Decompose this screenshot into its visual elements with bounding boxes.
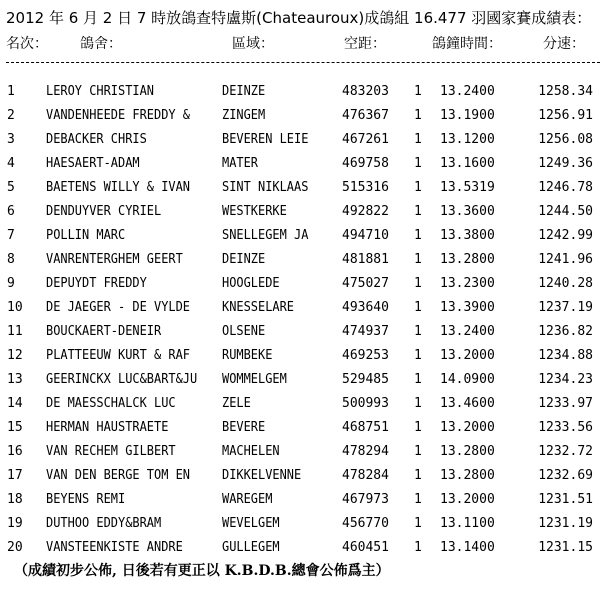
region-cell: SINT NIKLAAS — [222, 180, 309, 195]
distance-cell: 529485 — [342, 372, 389, 387]
count-cell: 1 — [414, 372, 422, 387]
page-title: 2012 年 6 月 2 日 7 時放鴿查特盧斯(Chateauroux)成鴿組 16.477 羽國家賽成績表： — [6, 9, 592, 27]
distance-cell: 515316 — [342, 180, 389, 195]
clock-time-cell: 13.2800 — [440, 468, 495, 483]
rank-cell: 5 — [7, 180, 15, 195]
speed-cell: 1240.28 — [538, 276, 593, 291]
distance-cell: 481881 — [342, 252, 389, 267]
footer-note: （成績初步公佈, 日後若有更正以 K.B.D.B.總會公佈爲主） — [14, 563, 390, 579]
name-cell: DEBACKER CHRIS — [46, 132, 147, 147]
table-row — [0, 368, 602, 392]
speed-cell: 1242.99 — [538, 228, 593, 243]
speed-cell: 1241.96 — [538, 252, 593, 267]
rank-cell: 16 — [7, 444, 23, 459]
table-row — [0, 176, 602, 200]
speed-cell: 1234.88 — [538, 348, 593, 363]
rank-cell: 11 — [7, 324, 23, 339]
clock-time-cell: 14.0900 — [440, 372, 495, 387]
speed-cell: 1231.15 — [538, 540, 593, 555]
distance-cell: 467261 — [342, 132, 389, 147]
count-cell: 1 — [414, 324, 422, 339]
results-table — [0, 80, 602, 560]
table-row — [0, 200, 602, 224]
speed-cell: 1256.08 — [538, 132, 593, 147]
count-cell: 1 — [414, 468, 422, 483]
speed-cell: 1249.36 — [538, 156, 593, 171]
region-cell: BEVERE — [222, 420, 266, 435]
distance-cell: 483203 — [342, 84, 389, 99]
table-row — [0, 104, 602, 128]
name-cell: DE JAEGER - DE VYLDE — [46, 300, 191, 315]
name-cell: GEERINCKX LUC&BART&JU — [46, 372, 198, 387]
speed-cell: 1232.72 — [538, 444, 593, 459]
clock-time-cell: 13.2400 — [440, 324, 495, 339]
speed-cell: 1237.19 — [538, 300, 593, 315]
count-cell: 1 — [414, 396, 422, 411]
table-row — [0, 344, 602, 368]
header-speed: 分速： — [543, 36, 585, 52]
count-cell: 1 — [414, 492, 422, 507]
table-row — [0, 488, 602, 512]
speed-cell: 1244.50 — [538, 204, 593, 219]
region-cell: ZELE — [222, 396, 251, 411]
rank-cell: 15 — [7, 420, 23, 435]
name-cell: DUTHOO EDDY&BRAM — [46, 516, 162, 531]
clock-time-cell: 13.1900 — [440, 108, 495, 123]
region-cell: RUMBEKE — [222, 348, 273, 363]
distance-cell: 468751 — [342, 420, 389, 435]
distance-cell: 476367 — [342, 108, 389, 123]
distance-cell: 456770 — [342, 516, 389, 531]
table-row — [0, 128, 602, 152]
distance-cell: 492822 — [342, 204, 389, 219]
name-cell: VANDENHEEDE FREDDY & — [46, 108, 191, 123]
rank-cell: 19 — [7, 516, 23, 531]
rank-cell: 6 — [7, 204, 15, 219]
rank-cell: 20 — [7, 540, 23, 555]
table-row — [0, 464, 602, 488]
count-cell: 1 — [414, 108, 422, 123]
count-cell: 1 — [414, 276, 422, 291]
table-row — [0, 512, 602, 536]
name-cell: HAESAERT-ADAM — [46, 156, 140, 171]
rank-cell: 12 — [7, 348, 23, 363]
clock-time-cell: 13.2000 — [440, 348, 495, 363]
rank-cell: 7 — [7, 228, 15, 243]
clock-time-cell: 13.1400 — [440, 540, 495, 555]
table-row — [0, 416, 602, 440]
name-cell: POLLIN MARC — [46, 228, 126, 243]
region-cell: DIKKELVENNE — [222, 468, 302, 483]
clock-time-cell: 13.1600 — [440, 156, 495, 171]
region-cell: OLSENE — [222, 324, 266, 339]
name-cell: DE MAESSCHALCK LUC — [46, 396, 176, 411]
table-row — [0, 224, 602, 248]
clock-time-cell: 13.2000 — [440, 420, 495, 435]
table-row — [0, 440, 602, 464]
table-row — [0, 248, 602, 272]
count-cell: 1 — [414, 132, 422, 147]
distance-cell: 475027 — [342, 276, 389, 291]
table-row — [0, 392, 602, 416]
header-region: 區域： — [232, 36, 274, 52]
clock-time-cell: 13.1200 — [440, 132, 495, 147]
clock-time-cell: 13.2400 — [440, 84, 495, 99]
rank-cell: 10 — [7, 300, 23, 315]
count-cell: 1 — [414, 444, 422, 459]
distance-cell: 494710 — [342, 228, 389, 243]
name-cell: BEYENS REMI — [46, 492, 126, 507]
region-cell: SNELLEGEM JA — [222, 228, 309, 243]
count-cell: 1 — [414, 180, 422, 195]
region-cell: MACHELEN — [222, 444, 280, 459]
name-cell: HERMAN HAUSTRAETE — [46, 420, 169, 435]
name-cell: VANSTEENKISTE ANDRE — [46, 540, 183, 555]
header-distance: 空距： — [344, 36, 386, 52]
region-cell: ZINGEM — [222, 108, 266, 123]
speed-cell: 1258.34 — [538, 84, 593, 99]
count-cell: 1 — [414, 516, 422, 531]
rank-cell: 13 — [7, 372, 23, 387]
header-divider — [6, 62, 600, 63]
region-cell: BEVEREN LEIE — [222, 132, 309, 147]
speed-cell: 1234.23 — [538, 372, 593, 387]
region-cell: WEVELGEM — [222, 516, 280, 531]
distance-cell: 500993 — [342, 396, 389, 411]
clock-time-cell: 13.2000 — [440, 492, 495, 507]
clock-time-cell: 13.3600 — [440, 204, 495, 219]
rank-cell: 14 — [7, 396, 23, 411]
clock-time-cell: 13.1100 — [440, 516, 495, 531]
name-cell: DENDUYVER CYRIEL — [46, 204, 162, 219]
clock-time-cell: 13.3900 — [440, 300, 495, 315]
region-cell: KNESSELARE — [222, 300, 295, 315]
table-row — [0, 80, 602, 104]
clock-time-cell: 13.4600 — [440, 396, 495, 411]
speed-cell: 1232.69 — [538, 468, 593, 483]
clock-time-cell: 13.2800 — [440, 252, 495, 267]
distance-cell: 478284 — [342, 468, 389, 483]
speed-cell: 1246.78 — [538, 180, 593, 195]
name-cell: VAN DEN BERGE TOM EN — [46, 468, 191, 483]
region-cell: WESTKERKE — [222, 204, 287, 219]
clock-time-cell: 13.5319 — [440, 180, 495, 195]
count-cell: 1 — [414, 204, 422, 219]
speed-cell: 1233.56 — [538, 420, 593, 435]
distance-cell: 474937 — [342, 324, 389, 339]
rank-cell: 4 — [7, 156, 15, 171]
rank-cell: 8 — [7, 252, 15, 267]
header-rank: 名次： — [6, 36, 48, 52]
name-cell: LEROY CHRISTIAN — [46, 84, 155, 99]
rank-cell: 18 — [7, 492, 23, 507]
distance-cell: 478294 — [342, 444, 389, 459]
name-cell: DEPUYDT FREDDY — [46, 276, 147, 291]
region-cell: DEINZE — [222, 84, 266, 99]
rank-cell: 1 — [7, 84, 15, 99]
distance-cell: 469758 — [342, 156, 389, 171]
count-cell: 1 — [414, 348, 422, 363]
region-cell: WAREGEM — [222, 492, 273, 507]
distance-cell: 460451 — [342, 540, 389, 555]
rank-cell: 9 — [7, 276, 15, 291]
header-name: 鴿舍： — [80, 36, 122, 52]
distance-cell: 467973 — [342, 492, 389, 507]
region-cell: DEINZE — [222, 252, 266, 267]
name-cell: VAN RECHEM GILBERT — [46, 444, 176, 459]
rank-cell: 2 — [7, 108, 15, 123]
table-row — [0, 152, 602, 176]
table-row — [0, 536, 602, 560]
speed-cell: 1233.97 — [538, 396, 593, 411]
region-cell: MATER — [222, 156, 259, 171]
clock-time-cell: 13.2300 — [440, 276, 495, 291]
table-row — [0, 296, 602, 320]
rank-cell: 17 — [7, 468, 23, 483]
speed-cell: 1256.91 — [538, 108, 593, 123]
count-cell: 1 — [414, 300, 422, 315]
rank-cell: 3 — [7, 132, 15, 147]
count-cell: 1 — [414, 228, 422, 243]
clock-time-cell: 13.2800 — [440, 444, 495, 459]
speed-cell: 1231.19 — [538, 516, 593, 531]
count-cell: 1 — [414, 156, 422, 171]
speed-cell: 1231.51 — [538, 492, 593, 507]
count-cell: 1 — [414, 84, 422, 99]
name-cell: VANRENTERGHEM GEERT — [46, 252, 183, 267]
name-cell: PLATTEEUW KURT & RAF — [46, 348, 191, 363]
clock-time-cell: 13.3800 — [440, 228, 495, 243]
region-cell: WOMMELGEM — [222, 372, 287, 387]
name-cell: BAETENS WILLY & IVAN — [46, 180, 191, 195]
count-cell: 1 — [414, 540, 422, 555]
count-cell: 1 — [414, 252, 422, 267]
speed-cell: 1236.82 — [538, 324, 593, 339]
distance-cell: 469253 — [342, 348, 389, 363]
header-clock-time: 鴿鐘時間： — [432, 36, 502, 52]
region-cell: HOOGLEDE — [222, 276, 280, 291]
region-cell: GULLEGEM — [222, 540, 280, 555]
distance-cell: 493640 — [342, 300, 389, 315]
table-row — [0, 320, 602, 344]
count-cell: 1 — [414, 420, 422, 435]
name-cell: BOUCKAERT-DENEIR — [46, 324, 162, 339]
table-row — [0, 272, 602, 296]
